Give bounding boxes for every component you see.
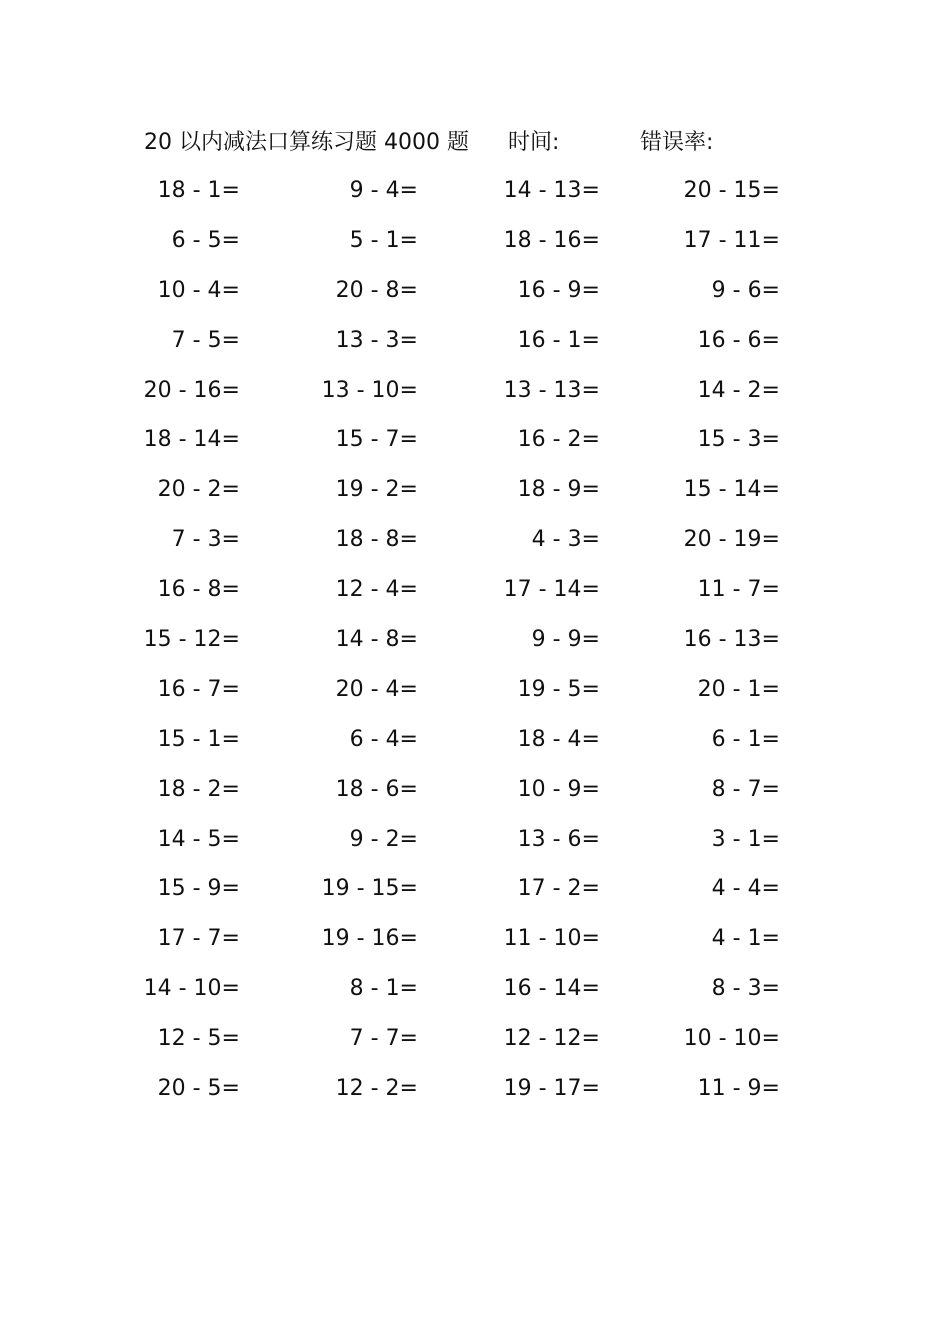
problem-row [140,922,820,972]
problem-row [140,473,820,523]
worksheet-title: 20 以内减法口算练习题 4000 题 [144,130,469,155]
problem-item: 18 - 16= [503,227,600,253]
problem-row [140,673,820,723]
problem-item: 11 - 10= [503,926,600,952]
problem-item: 15 - 7= [335,427,418,453]
problem-item: 20 - 1= [697,676,780,702]
problem-item: 12 - 4= [335,577,418,603]
problem-item: 3 - 1= [711,826,780,852]
problem-item: 9 - 9= [531,627,600,653]
problem-item: 18 - 1= [157,178,240,203]
problem-item: 17 - 11= [683,227,780,253]
problem-item: 14 - 8= [335,627,418,653]
problem-row [140,823,820,873]
problem-item: 16 - 13= [683,627,780,653]
problem-item: 10 - 10= [683,1026,780,1052]
problem-item: 7 - 3= [171,527,240,553]
problem-item: 8 - 3= [711,976,780,1002]
problem-item: 16 - 8= [157,577,240,603]
time-label: 时间: [508,130,560,155]
problem-row [140,972,820,1022]
problem-item: 19 - 2= [335,477,418,503]
problem-row [140,523,820,573]
problem-grid [140,174,820,1122]
problem-item: 20 - 8= [335,277,418,303]
problem-item: 18 - 8= [335,527,418,553]
problem-item: 20 - 5= [157,1076,240,1102]
problem-item: 20 - 2= [157,477,240,503]
problem-item: 12 - 12= [503,1026,600,1052]
problem-item: 17 - 7= [157,926,240,952]
problem-row [140,872,820,922]
problem-item: 7 - 5= [171,327,240,353]
problem-item: 15 - 14= [683,477,780,503]
problem-item: 10 - 9= [517,776,600,802]
problem-item: 19 - 5= [517,676,600,702]
problem-item: 9 - 2= [349,826,418,852]
problem-item: 15 - 9= [157,876,240,902]
problem-row [140,1022,820,1072]
problem-item: 17 - 2= [517,876,600,902]
problem-item: 19 - 17= [503,1076,600,1102]
problem-item: 5 - 1= [349,227,418,253]
error-rate-label: 错误率: [640,130,714,155]
problem-row [140,773,820,823]
problem-item: 13 - 3= [335,327,418,353]
problem-item: 4 - 1= [711,926,780,952]
problem-item: 14 - 2= [697,377,780,403]
problem-item: 13 - 13= [503,377,600,403]
problem-item: 14 - 5= [157,826,240,852]
problem-row [140,274,820,324]
problem-item: 13 - 6= [517,826,600,852]
problem-item: 10 - 4= [157,277,240,303]
problem-item: 20 - 19= [683,527,780,553]
problem-item: 15 - 1= [157,726,240,752]
problem-item: 6 - 4= [349,726,418,752]
problem-item: 18 - 4= [517,726,600,752]
problem-item: 18 - 9= [517,477,600,503]
problem-item: 12 - 5= [157,1026,240,1052]
problem-item: 20 - 15= [683,178,780,203]
problem-item: 11 - 9= [697,1076,780,1102]
problem-item: 11 - 7= [697,577,780,603]
problem-item: 18 - 6= [335,776,418,802]
problem-item: 16 - 14= [503,976,600,1002]
problem-row [140,224,820,274]
problem-item: 18 - 2= [157,776,240,802]
problem-row [140,374,820,424]
problem-row [140,623,820,673]
problem-item: 9 - 4= [349,178,418,203]
problem-item: 15 - 3= [697,427,780,453]
problem-item: 7 - 7= [349,1026,418,1052]
problem-row [140,423,820,473]
problem-item: 16 - 7= [157,676,240,702]
problem-item: 19 - 16= [321,926,418,952]
problem-item: 19 - 15= [321,876,418,902]
problem-item: 15 - 12= [143,627,240,653]
problem-row [140,1072,820,1122]
problem-item: 16 - 6= [697,327,780,353]
problem-item: 20 - 16= [143,377,240,403]
problem-item: 9 - 6= [711,277,780,303]
problem-row [140,174,820,224]
problem-item: 16 - 1= [517,327,600,353]
problem-item: 14 - 13= [503,178,600,203]
problem-item: 20 - 4= [335,676,418,702]
problem-item: 17 - 14= [503,577,600,603]
problem-row [140,723,820,773]
problem-item: 16 - 9= [517,277,600,303]
problem-item: 12 - 2= [335,1076,418,1102]
problem-item: 16 - 2= [517,427,600,453]
problem-item: 8 - 1= [349,976,418,1002]
problem-item: 8 - 7= [711,776,780,802]
problem-row [140,324,820,374]
problem-item: 13 - 10= [321,377,418,403]
problem-item: 4 - 4= [711,876,780,902]
problem-item: 6 - 1= [711,726,780,752]
problem-row [140,573,820,623]
problem-item: 4 - 3= [531,527,600,553]
problem-item: 14 - 10= [143,976,240,1002]
problem-item: 18 - 14= [143,427,240,453]
problem-item: 6 - 5= [171,227,240,253]
